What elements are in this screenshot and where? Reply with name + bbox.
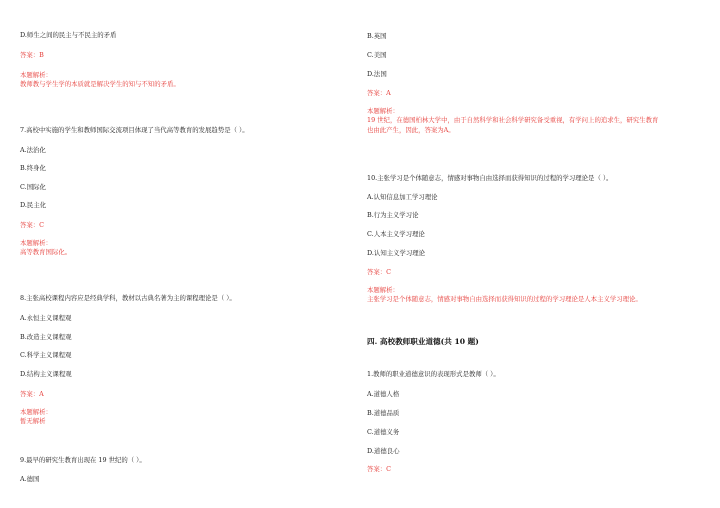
s4q1-stem: 1.教师的职业道德意识的表现形式是教师（ ）。 (367, 370, 500, 378)
q10-answer: 答案：C (367, 268, 392, 276)
q8-analysis-title: 本题解析： (20, 408, 52, 416)
q10-option-a: A.认知信息加工学习理论 (367, 193, 438, 201)
q10-analysis-title: 本题解析： (367, 286, 399, 294)
q9-option-d: D.法国 (367, 70, 387, 78)
q9-option-a: A.德国 (20, 475, 40, 483)
q10-option-d: D.认知主义学习理论 (367, 249, 426, 257)
q6-answer: 答案：B (20, 51, 44, 59)
s4q1-option-b: B.道德品质 (367, 409, 400, 417)
q7-option-a: A.法治化 (20, 146, 46, 154)
q7-option-c: C.国际化 (20, 183, 46, 191)
q9-option-c: C.美国 (367, 51, 387, 59)
s4q1-option-d: D.道德良心 (367, 447, 400, 455)
q7-stem: 7.高校中实施的学生和教师国际交流项目体现了当代高等教育的发展趋势是（ ）。 (20, 126, 249, 134)
q9-analysis-title: 本题解析： (367, 107, 399, 115)
q7-answer: 答案：C (20, 221, 45, 229)
q8-option-b: B.改造主义课程观 (20, 333, 72, 341)
q8-stem: 8.主张高校课程内容应是经典学科，教材以古典名著为主的课程理论是（ ）。 (20, 294, 236, 302)
q7-option-b: B.终身化 (20, 164, 46, 172)
q10-option-c: C.人本主义学习理论 (367, 230, 425, 238)
q8-analysis: 暂无解析 (20, 417, 46, 425)
q10-stem: 10.主张学习是个体随意志，情感对事物自由选择而获得知识的过程的学习理论是（ ）。 (367, 174, 613, 182)
q8-option-d: D.结构主义课程观 (20, 370, 72, 378)
q9-analysis-line-1: 19 世纪，在德国柏林大学中，由于自然科学和社会科学研究备受重视，有学问上的追求生，研究生教育 (367, 116, 659, 124)
q7-analysis: 高等教育国际化。 (20, 248, 72, 256)
q10-analysis: 主张学习是个体随意志，情感对事物自由选择而获得知识的过程的学习理论是人本主义学习理论。 (367, 295, 642, 303)
section-heading: 四. 高校教师职业道德(共 10 题) (367, 337, 479, 346)
s4q1-option-c: C.道德义务 (367, 428, 400, 436)
q7-analysis-title: 本题解析： (20, 239, 52, 247)
s4q1-answer: 答案：C (367, 465, 392, 473)
q6-analysis: 教师教与学生学的本质就是解决学生的知与不知的矛盾。 (20, 80, 180, 88)
q9-analysis-line-2: 也由此产生，因此，答案为A。 (367, 126, 455, 134)
q6-option-d: D.师生之间的民主与不民主的矛盾 (20, 31, 117, 39)
q10-option-b: B.行为主义学习论 (367, 211, 419, 219)
q9-answer: 答案：A (367, 89, 391, 97)
q7-option-d: D.民主化 (20, 201, 47, 209)
q9-stem: 9.最早的研究生教育出现在 19 世纪的（ ）。 (20, 456, 146, 464)
q8-option-a: A.永恒主义课程观 (20, 314, 72, 322)
q8-option-c: C.科学主义课程观 (20, 351, 72, 359)
q6-analysis-title: 本题解析： (20, 71, 52, 79)
s4q1-option-a: A.道德人格 (367, 390, 400, 398)
q9-option-b: B.英国 (367, 32, 387, 40)
q8-answer: 答案：A (20, 390, 44, 398)
